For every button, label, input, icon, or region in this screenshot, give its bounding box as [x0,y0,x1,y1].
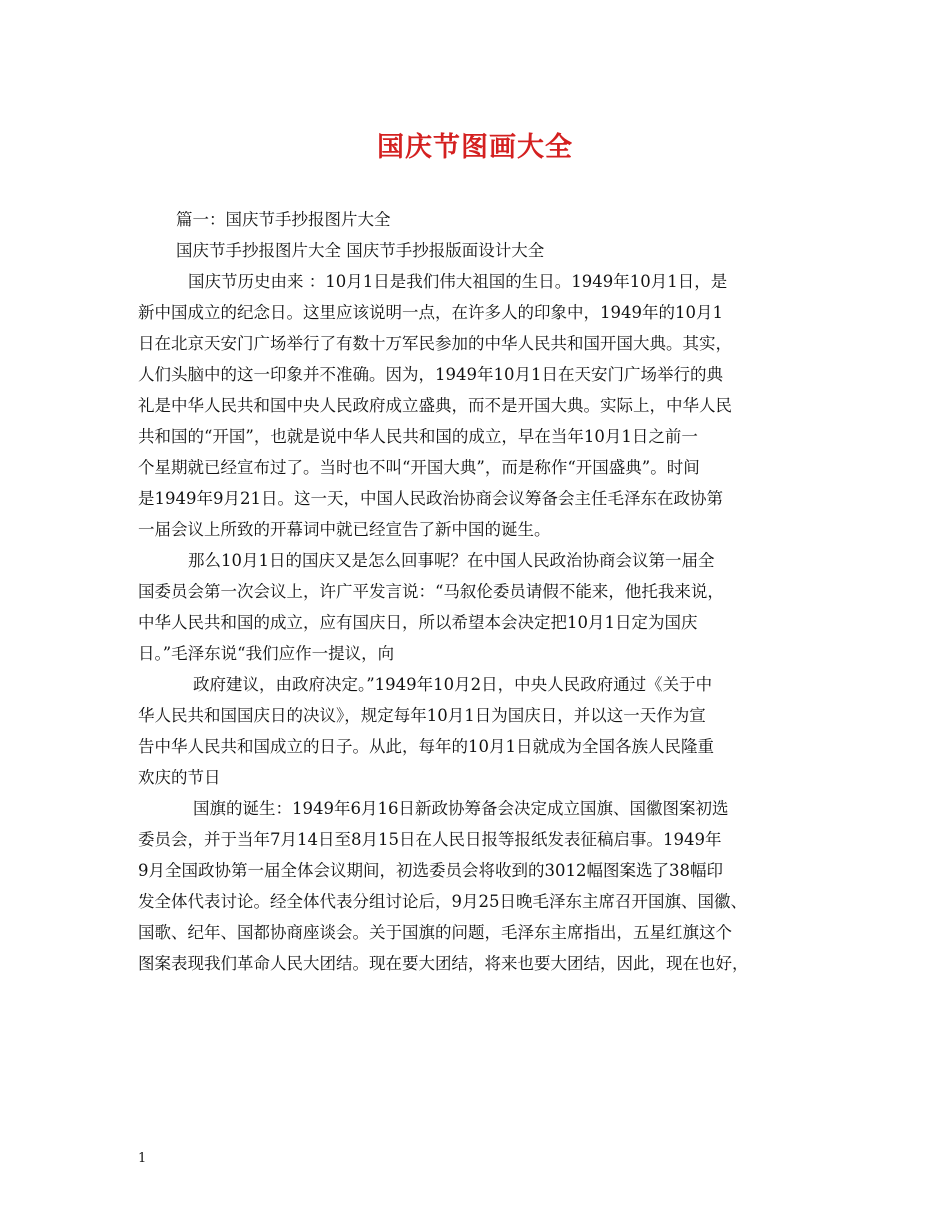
body-line: 新中国成立的纪念日。这里应该说明一点，在许多人的印象中，1949年的10月1 [138,303,723,322]
body-line: 发全体代表讨论。经全体代表分组讨论后，9月25日晚毛泽东主席召开国旗、国徽、 [138,892,747,911]
body-line: 中华人民共和国的成立，应有国庆日，所以希望本会决定把10月1日定为国庆 [138,613,698,632]
body-line: 人们头脑中的这一印象并不准确。因为，1949年10月1日在天安门广场举行的典 [138,365,723,384]
body-line: 欢庆的节日 [138,768,221,787]
body-line: 共和国的“开国”，也就是说中华人民共和国的成立，早在当年10月1日之前一 [138,427,698,446]
body-line: 华人民共和国国庆日的决议》，规定每年10月1日为国庆日，并以这一天作为宣 [138,706,706,725]
document-title: 国庆节图画大全 [377,132,573,163]
body-line: 国庆节手抄报图片大全 国庆节手抄报版面设计大全 [176,241,545,260]
body-line: 委员会，并于当年7月14日至8月15日在人民日报等报纸发表征稿启事。1949年 [138,830,722,849]
document-body [138,204,818,979]
body-line: 9月全国政协第一届全体会议期间，初选委员会将收到的3012幅图案选了38幅印 [138,861,723,880]
body-line: 日。”毛泽东说“我们应作一提议，向 [138,644,395,663]
body-line: 图案表现我们革命人民大团结。现在要大团结，将来也要大团结，因此，现在也好， [138,954,749,973]
section-heading: 篇一：国庆节手抄报图片大全 [176,210,391,229]
body-line: 那么10月1日的国庆又是怎么回事呢？在中国人民政治协商会议第一届全 [188,551,715,570]
page-number: 1 [138,1151,147,1166]
body-line: 日在北京天安门广场举行了有数十万军民参加的中华人民共和国开国大典。其实， [138,334,732,353]
body-line: 国旗的诞生：1949年6月16日新政协筹备会决定成立国旗、国徽图案初选 [193,799,729,818]
body-line: 一届会议上所致的开幕词中就已经宣告了新中国的诞生。 [138,520,551,539]
body-line: 个星期就已经宣布过了。当时也不叫“开国大典”，而是称作“开国盛典”。时间 [138,458,700,477]
body-line: 是1949年9月21日。这一天，中国人民政治协商会议筹备会主任毛泽东在政协第 [138,489,723,508]
body-line: 政府建议，由政府决定。”1949年10月2日，中央人民政府通过《关于中 [193,675,713,694]
body-line: 国委员会第一次会议上，许广平发言说：“马叙伦委员请假不能来，他托我来说， [138,582,724,601]
body-line: 国庆节历史由来 ：10月1日是我们伟大祖国的生日。1949年10月1日，是 [188,272,728,291]
body-line: 礼是中华人民共和国中央人民政府成立盛典，而不是开国大典。实际上，中华人民 [138,396,732,415]
body-line: 告中华人民共和国成立的日子。从此，每年的10月1日就成为全国各族人民隆重 [138,737,714,756]
body-line: 国歌、纪年、国都协商座谈会。关于国旗的问题，毛泽东主席指出，五星红旗这个 [138,923,732,942]
